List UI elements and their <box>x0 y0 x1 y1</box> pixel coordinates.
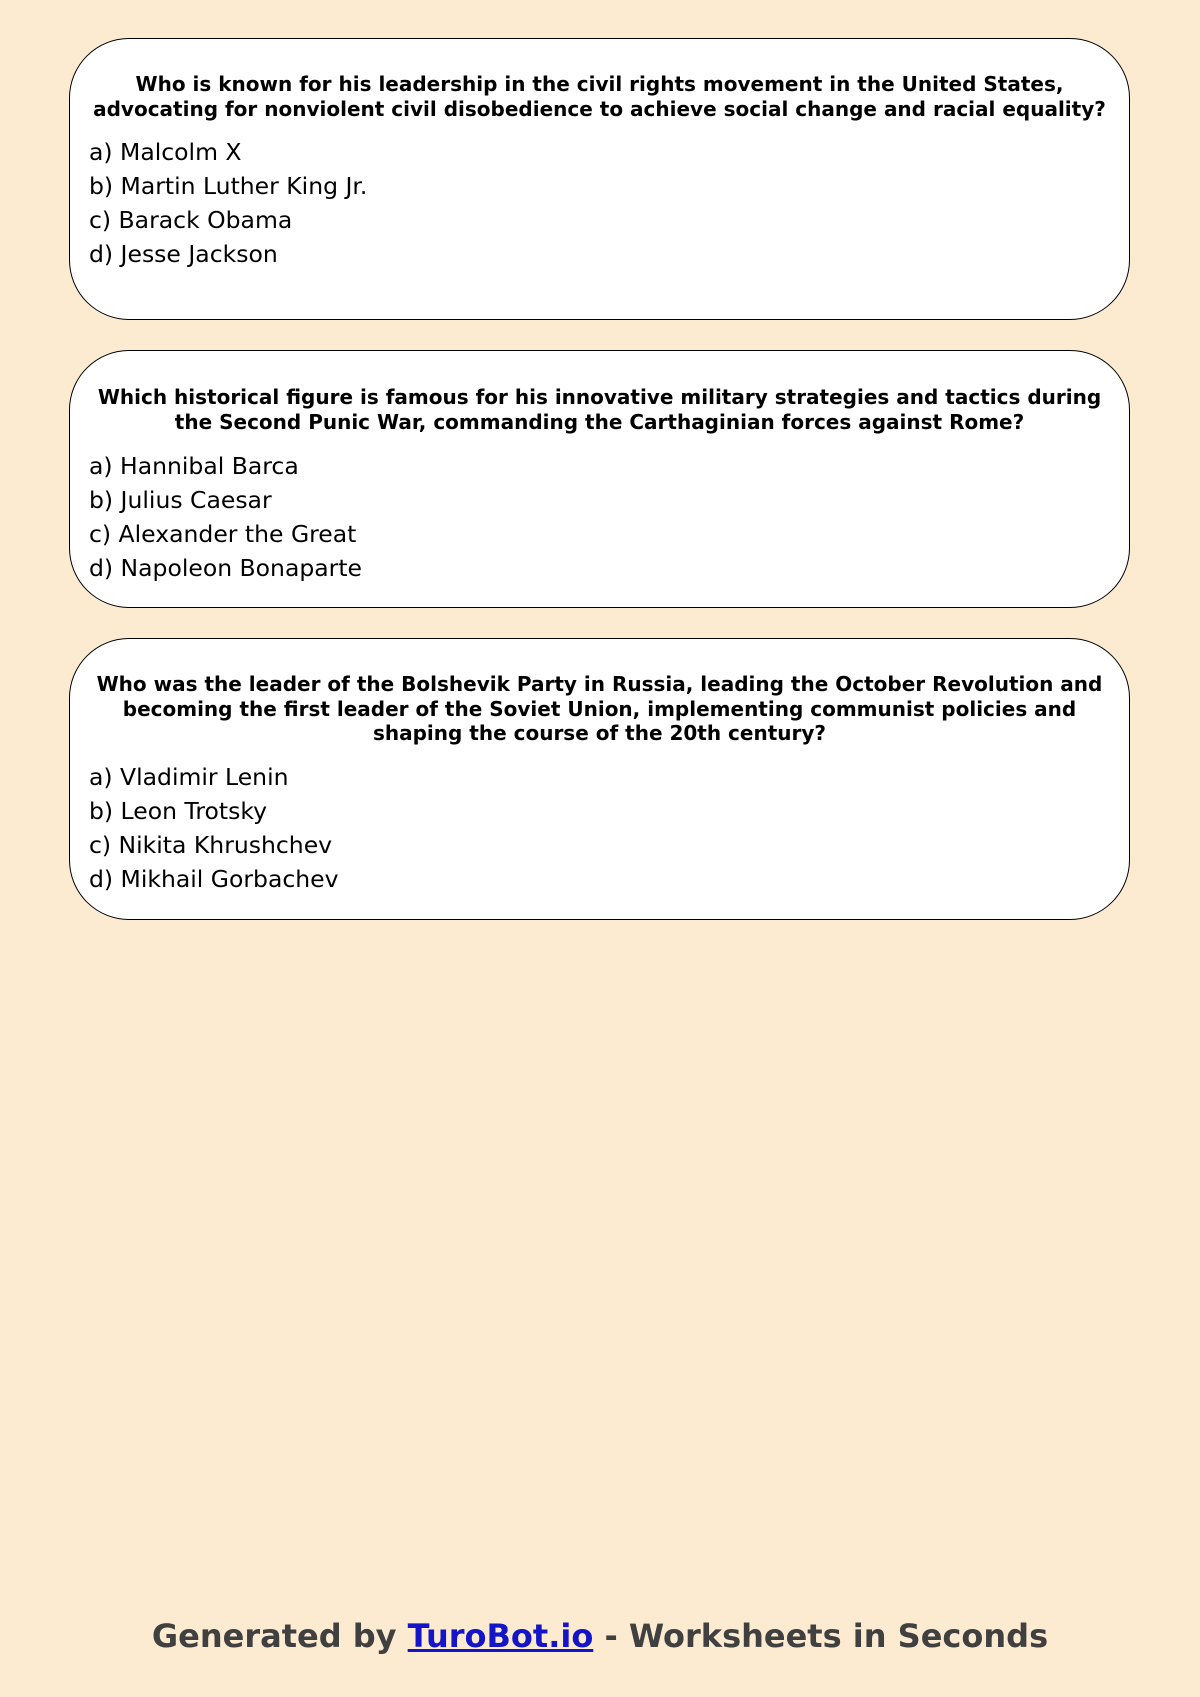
question-card <box>69 350 1130 608</box>
answer-option: a) Malcolm X <box>89 138 242 166</box>
question-text: Who is known for his leadership in the civil rights movement in the United States, advocating for nonviolent civil disobedience to achieve social change and racial equality? <box>93 72 1106 121</box>
question-text: Which historical figure is famous for his innovative military strategies and tactics during the Second Punic War, commanding the Carthaginian forces against Rome? <box>97 385 1102 434</box>
footer-prefix: Generated by <box>151 1617 408 1655</box>
answer-option: d) Jesse Jackson <box>89 240 278 268</box>
answer-option: d) Napoleon Bonaparte <box>89 554 363 582</box>
question-card <box>69 638 1130 920</box>
answer-option: c) Alexander the Great <box>89 520 357 548</box>
answer-options <box>70 135 1129 271</box>
footer <box>0 1617 1200 1655</box>
question-card <box>69 38 1130 320</box>
answer-option: b) Julius Caesar <box>89 486 272 514</box>
answer-option: c) Barack Obama <box>89 206 293 234</box>
answer-option: b) Martin Luther King Jr. <box>89 172 368 200</box>
answer-option: a) Hannibal Barca <box>89 452 299 480</box>
answer-option: c) Nikita Khrushchev <box>89 830 333 859</box>
answer-option: b) Leon Trotsky <box>89 796 267 825</box>
footer-suffix: - Worksheets in Seconds <box>593 1617 1049 1655</box>
answer-options <box>70 449 1129 585</box>
turobot-link[interactable]: TuroBot.io <box>407 1617 594 1655</box>
answer-option: a) Vladimir Lenin <box>89 762 289 791</box>
answer-option: d) Mikhail Gorbachev <box>89 864 339 893</box>
question-text: Who was the leader of the Bolshevik Party in Russia, leading the October Revolution and becoming the first leader of the Soviet Union, implementing communist policies and shaping the course of the 20th century? <box>96 672 1103 745</box>
answer-options <box>70 760 1129 896</box>
